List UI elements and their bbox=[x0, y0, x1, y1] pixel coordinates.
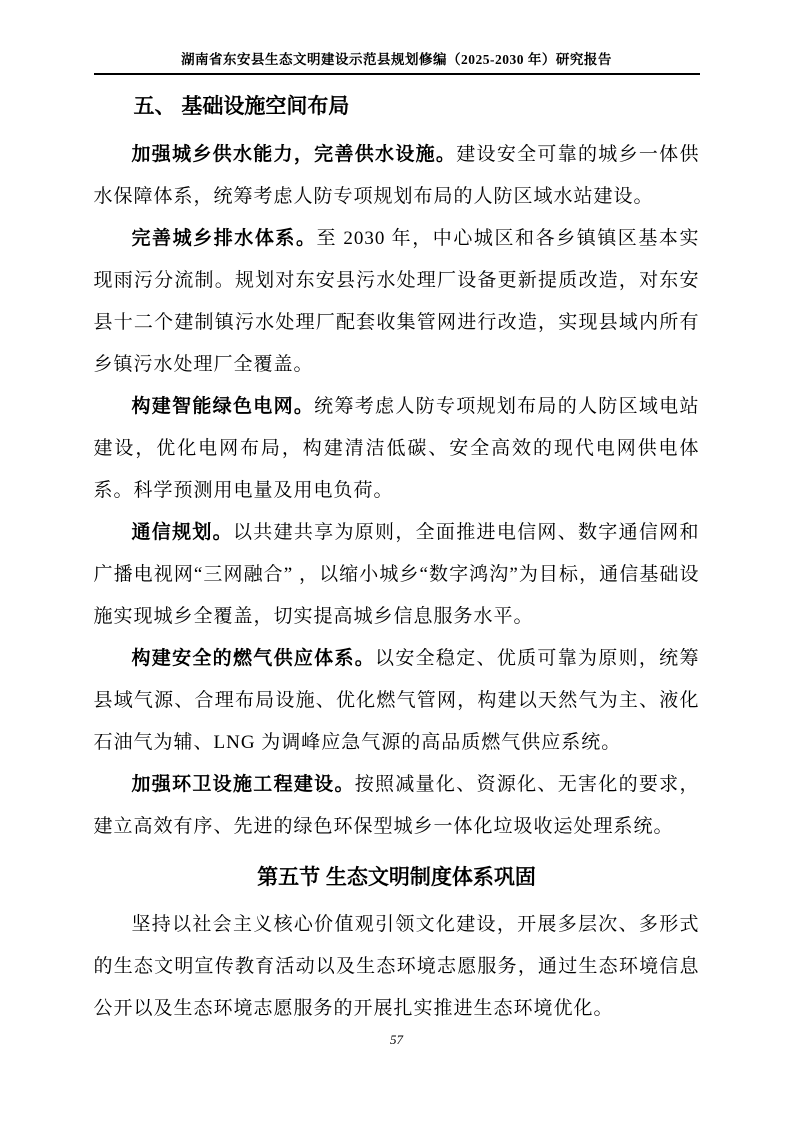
running-header-title: 湖南省东安县生态文明建设示范县规划修编（2025-2030 年）研究报告 bbox=[94, 48, 700, 75]
closing-paragraph-block bbox=[94, 904, 700, 1030]
paragraph-lead: 加强环卫设施工程建设。 bbox=[131, 774, 355, 795]
paragraph-lead: 通信规划。 bbox=[131, 522, 233, 543]
page-header bbox=[0, 0, 793, 75]
document-body bbox=[94, 92, 700, 1030]
paragraph-communications bbox=[94, 512, 700, 638]
paragraph-water-supply bbox=[94, 134, 700, 218]
paragraph-lead: 构建智能绿色电网。 bbox=[131, 396, 315, 417]
paragraph-lead: 完善城乡排水体系。 bbox=[131, 228, 317, 249]
paragraph-text: 统筹考虑人防专项规划布局的人防区域电站建设，优化电网布局，构建清洁低碳、安全高效的现代电网供电体系。科学预测用电量及用电负荷。 bbox=[93, 396, 700, 501]
paragraph-gas-supply bbox=[94, 638, 700, 764]
paragraph-lead: 加强城乡供水能力，完善供水设施。 bbox=[131, 144, 457, 165]
paragraph-text: 至 2030 年，中心城区和各乡镇镇区基本实现雨污分流制。规划对东安县污水处理厂设备更新提质改造，对东安县十二个建制镇污水处理厂配套收集管网进行改造，实现县域内所有乡镇污水处理厂全覆盖。 bbox=[93, 228, 700, 375]
paragraph-drainage bbox=[94, 218, 700, 386]
section-heading-infrastructure: 五、 基础设施空间布局 bbox=[133, 95, 350, 118]
paragraph-text: 按照减量化、资源化、无害化的要求，建立高效有序、先进的绿色环保型城乡一体化垃圾收运处理系统。 bbox=[93, 774, 700, 837]
paragraph-text: 以安全稳定、优质可靠为原则，统筹县域气源、合理布局设施、优化燃气管网，构建以天然气为主、液化石油气为辅、LNG 为调峰应急气源的高品质燃气供应系统。 bbox=[93, 648, 700, 753]
section-heading-eco-civilization-system: 第五节 生态文明制度体系巩固 bbox=[257, 866, 536, 889]
paragraph-lead: 构建安全的燃气供应体系。 bbox=[131, 648, 376, 669]
paragraph-sanitation bbox=[94, 764, 700, 848]
paragraph-power-grid bbox=[94, 386, 700, 512]
page-number: 57 bbox=[390, 1032, 403, 1047]
body-paragraphs bbox=[94, 134, 700, 848]
paragraph-text: 以共建共享为原则，全面推进电信网、数字通信网和广播电视网“三网融合” ，以缩小城乡“数字鸿沟”为目标，通信基础设施实现城乡全覆盖，切实提高城乡信息服务水平。 bbox=[93, 522, 700, 627]
paragraph-text: 建设安全可靠的城乡一体供水保障体系，统筹考虑人防专项规划布局的人防区域水站建设。 bbox=[93, 144, 700, 207]
paragraph-closing: 坚持以社会主义核心价值观引领文化建设，开展多层次、多形式的生态文明宣传教育活动以及生态环境志愿服务，通过生态环境信息公开以及生态环境志愿服务的开展扎实推进生态环境优化。 bbox=[93, 914, 700, 1019]
